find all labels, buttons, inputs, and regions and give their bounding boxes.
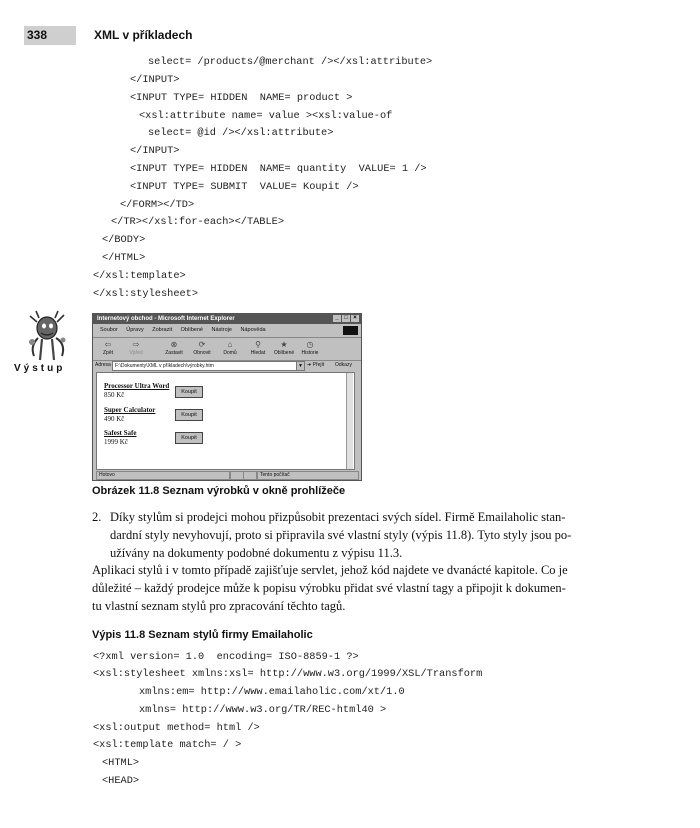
- menu-item[interactable]: Úpravy: [126, 327, 144, 333]
- code-line: <INPUT TYPE= SUBMIT VALUE= Koupit />: [130, 181, 359, 193]
- menu-item[interactable]: Zobrazit: [152, 327, 173, 333]
- code-line: </xsl:stylesheet>: [93, 288, 199, 300]
- status-text: Hotovo: [96, 471, 230, 480]
- text-line: tu vlastní seznam stylů pro zpracování těchto tagů.: [92, 598, 346, 613]
- buy-button[interactable]: Koupit: [175, 432, 203, 444]
- home-button[interactable]: ⌂ Domů: [217, 339, 243, 356]
- code-line: xmlns= http://www.w3.org/TR/REC-html40 >: [139, 704, 387, 716]
- code-line: </INPUT>: [130, 145, 180, 157]
- code-line: <INPUT TYPE= HIDDEN NAME= product >: [130, 92, 353, 104]
- menu-item[interactable]: Nástroje: [211, 327, 232, 333]
- figure-caption: Obrázek 11.8 Seznam výrobků v okně prohlížeče: [92, 485, 346, 497]
- code-line: </TR></xsl:for-each></TABLE>: [111, 216, 285, 228]
- list-item-text: [110, 509, 624, 562]
- chevron-down-icon[interactable]: ▼: [296, 361, 305, 371]
- code-line: select= /products/@merchant /></xsl:attribute>: [148, 56, 433, 68]
- search-icon: ⚲: [255, 340, 261, 349]
- home-icon: ⌂: [227, 340, 233, 349]
- address-bar: [93, 360, 361, 371]
- code-line: </FORM></TD>: [120, 199, 195, 211]
- back-arrow-icon: ⇦: [104, 340, 112, 349]
- windows-logo-icon: [343, 326, 358, 335]
- browser-title: Internetový obchod - Microsoft Internet Explorer: [97, 316, 235, 322]
- go-button[interactable]: ➜ Přejít: [307, 362, 325, 368]
- product-name[interactable]: Super Calculator: [104, 406, 156, 414]
- product-name[interactable]: Processor Ultra Word: [104, 382, 170, 390]
- output-label: Výstup: [14, 363, 66, 374]
- product-item: [104, 382, 169, 400]
- address-label: Adresa: [95, 362, 111, 368]
- product-price: 850 Kč: [104, 391, 125, 399]
- code-line: select= @id /></xsl:attribute>: [148, 127, 334, 139]
- go-arrow-icon: ➜: [307, 362, 312, 368]
- product-name[interactable]: Safest Safe: [104, 429, 137, 437]
- refresh-icon: ⟳: [198, 340, 206, 349]
- search-button[interactable]: ⚲ Hledat: [245, 339, 271, 356]
- page-number: 338: [24, 26, 76, 45]
- code-line: <xsl:output method= html />: [93, 722, 260, 734]
- listing-title: Výpis 11.8 Seznam stylů firmy Emailaholic: [92, 629, 313, 641]
- code-line: <HTML>: [102, 757, 140, 769]
- address-input[interactable]: F:\Dokumenty\XML v příkladech\výrobky.htm: [112, 361, 298, 371]
- status-segment: [243, 471, 257, 480]
- text-line: důležité – každý prodejce může k popisu výrobku přidat své vlastní tagy a připojit k dokumen-: [92, 580, 566, 595]
- browser-menu-bar: [93, 325, 361, 336]
- code-line: <HEAD>: [102, 775, 140, 787]
- refresh-button[interactable]: ⟳ Obnovit: [189, 339, 215, 356]
- text-line: užívány na dokumenty podobné dokumentu z výpisu 11.3.: [110, 545, 403, 560]
- menu-item[interactable]: Nápověda: [240, 327, 266, 333]
- running-title: XML v příkladech: [94, 28, 193, 42]
- code-line: <?xml version= 1.0 encoding= ISO-8859-1 ?>: [93, 651, 359, 663]
- status-segment: [230, 471, 244, 480]
- vertical-scrollbar[interactable]: [346, 373, 353, 469]
- buy-button[interactable]: Koupit: [175, 386, 203, 398]
- code-line: </BODY>: [102, 234, 146, 246]
- product-price: 1999 Kč: [104, 438, 128, 446]
- code-line: <xsl:template match= / >: [93, 739, 242, 751]
- forward-button[interactable]: ⇨ Vpřed: [123, 339, 149, 356]
- text-line: Díky stylům si prodejci mohou přizpůsobit prezentaci svých sídel. Firmě Emailaholic stan-: [110, 510, 566, 524]
- forward-arrow-icon: ⇨: [132, 340, 140, 349]
- back-button[interactable]: ⇦ Zpět: [95, 339, 121, 356]
- favorites-icon: ★: [280, 340, 288, 349]
- browser-toolbar: [93, 337, 361, 361]
- history-button[interactable]: ◷ Historie: [297, 339, 323, 356]
- code-line: <INPUT TYPE= HIDDEN NAME= quantity VALUE= 1 />: [130, 163, 427, 175]
- product-price: 490 Kč: [104, 415, 125, 423]
- menu-item[interactable]: Soubor: [100, 327, 118, 333]
- favorites-button[interactable]: ★ Oblíbené: [271, 339, 297, 356]
- browser-window: [92, 313, 362, 481]
- history-icon: ◷: [306, 340, 314, 349]
- code-line: </INPUT>: [130, 74, 180, 86]
- close-icon[interactable]: ×: [351, 315, 359, 322]
- product-item: [104, 406, 155, 424]
- browser-content: [96, 372, 355, 470]
- links-button[interactable]: Odkazy: [335, 362, 352, 368]
- status-zone: Tento počítač: [257, 471, 359, 480]
- code-line: </HTML>: [102, 252, 146, 264]
- code-line: </xsl:template>: [93, 270, 186, 282]
- browser-title-bar: [93, 314, 361, 324]
- code-line: <xsl:stylesheet xmlns:xsl= http://www.w3.org/1999/XSL/Transform: [93, 668, 483, 680]
- status-bar: [93, 470, 361, 479]
- maximize-icon[interactable]: □: [342, 315, 350, 322]
- buy-button[interactable]: Koupit: [175, 409, 203, 421]
- stop-button[interactable]: ⊗ Zastavit: [161, 339, 187, 356]
- output-mascot-icon: [22, 310, 72, 362]
- text-line: Aplikaci stylů i v tomto případě zajišťuje servlet, jehož kód najdete ve dvanácté kapitole. Co je: [92, 563, 568, 577]
- list-number: 2.: [92, 510, 102, 524]
- text-line: dardní styly nevyhovují, proto si připravila své vlastní styly (výpis 11.8). Tyto styly jsou po-: [110, 527, 572, 542]
- code-line: xmlns:em= http://www.emailaholic.com/xt/1.0: [139, 686, 405, 698]
- stop-icon: ⊗: [170, 340, 178, 349]
- code-line: <xsl:attribute name= value ><xsl:value-of: [139, 110, 393, 122]
- paragraph: [92, 562, 624, 615]
- menu-item[interactable]: Oblíbené: [180, 327, 203, 333]
- minimize-icon[interactable]: _: [333, 315, 341, 322]
- product-item: [104, 429, 136, 447]
